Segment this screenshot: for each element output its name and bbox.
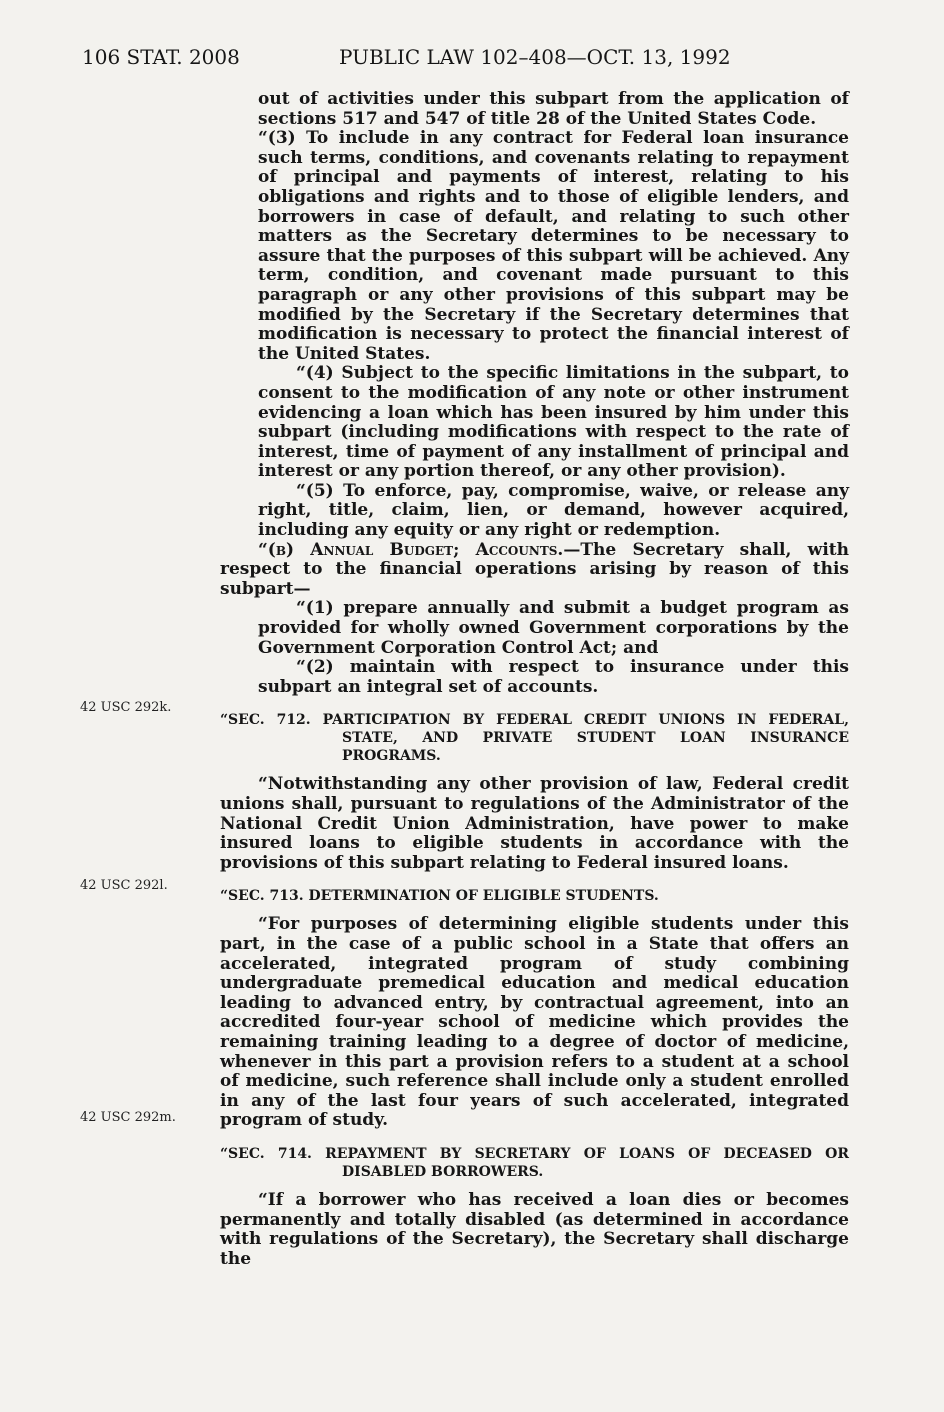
paragraph: “(1) prepare annually and submit a budget program as provided for wholly owned Government corporations by the Government Corporation Control Act; and (258, 598, 849, 658)
paragraph: “(2) maintain with respect to insurance under this subpart an integral set of accounts. (258, 657, 849, 697)
margin-note-292l: 42 USC 292l. (80, 878, 168, 893)
margin-note-292k: 42 USC 292k. (80, 700, 172, 715)
section-heading-713: “SEC. 713. DETERMINATION OF ELIGIBLE STUDENTS. (220, 888, 659, 905)
margin-note-292m: 42 USC 292m. (80, 1110, 176, 1125)
stat-reference: 106 STAT. 2008 (82, 45, 240, 69)
running-title: PUBLIC LAW 102–408—OCT. 13, 1992 (339, 45, 731, 69)
subsection-heading: “(b) Annual Budget; Accounts. (258, 539, 564, 560)
paragraph: “(4) Subject to the specific limitations in the subpart, to consent to the modification of any note or other instrument evidencing a loan which has been insured by him under this subpart (including modifications with respect to the rate of interest, time of payment of any installment of principal and interest or any portion thereof, or any other provision). (258, 363, 849, 482)
section-text-713: “For purposes of determining eligible students under this part, in the case of a public school in a State that offers an accelerated, integrated program of study combining undergraduate premedical education and medical education leading to advanced entry, by contractual agreement, into an accredited four-year school of medicine which provides the remaining training leading to a degree of doctor of medicine, whenever in this part a provision refers to a student at a school of medicine, such reference shall include only a student enrolled in any of the last four years of such accelerated, integrated program of study. (220, 914, 849, 1131)
section-text-714: “If a borrower who has received a loan dies or becomes permanently and totally disabled (as determined in accordance with regulations of the Secretary), the Secretary shall discharge the (220, 1189, 849, 1269)
paragraph: “(5) To enforce, pay, compromise, waive, or release any right, title, claim, lien, or demand, however acquired, including any equity or any right or redemption. (258, 480, 849, 541)
paragraph: “(3) To include in any contract for Federal loan insurance such terms, conditions, and covenants relating to repayment of principal and payments of interest, relating to his obligations and rights and to those of eligible lenders, and borrowers in case of default, and relating to such other matters as the Secretary determines to be necessary to assure that the purposes of this subpart will be achieved. Any term, condition, and covenant made pursuant to this paragraph or any other provisions of this subpart may be modified by the Secretary if the Secretary determines that modification is necessary to protect the financial interest of the United States. (258, 128, 849, 364)
section-text-712: “Notwithstanding any other provision of law, Federal credit unions shall, pursuant to regulations of the Administrator of the National Credit Union Administration, have power to make insured loans to eligible students in accordance with the provisions of this subpart relating to Federal insured loans. (220, 774, 849, 873)
section-heading-714: “SEC. 714. REPAYMENT BY SECRETARY OF LOANS OF DECEASED OR DISABLED BORROWERS. (220, 1145, 849, 1180)
body-text (220, 90, 849, 1269)
paragraph: “(b) Annual Budget; Accounts.—The Secretary shall, with respect to the financial operations arising by reason of this subpart— (220, 539, 849, 599)
section-heading-712: “SEC. 712. PARTICIPATION BY FEDERAL CREDIT UNIONS IN FEDERAL, STATE, AND PRIVATE STUDENT LOAN INSURANCE PROGRAMS. (220, 712, 849, 765)
page-header (82, 45, 854, 75)
paragraph: out of activities under this subpart from the application of sections 517 and 547 of title 28 of the United States Code. (258, 89, 849, 129)
